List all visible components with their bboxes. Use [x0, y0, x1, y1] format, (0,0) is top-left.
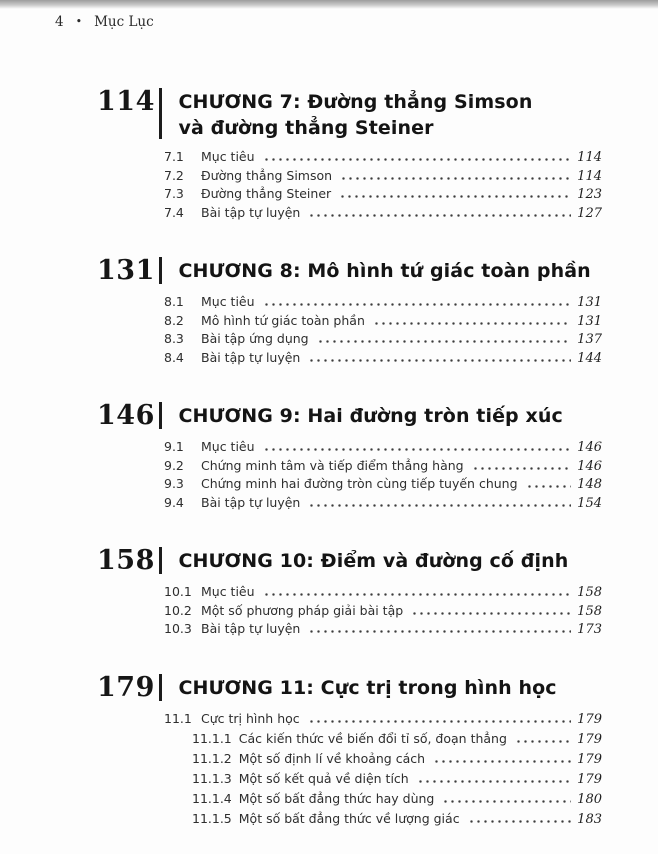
entry-page-number: 114: [577, 168, 602, 184]
dot-leader: [411, 610, 571, 615]
scan-edge-shadow: [0, 0, 658, 9]
entry-page-number: 173: [577, 622, 602, 637]
entry-title: Mục tiêu: [201, 439, 255, 454]
toc-entry: [164, 186, 602, 205]
entry-number: 9.2: [164, 457, 184, 473]
chapter-title-line: CHƯƠNG 10: Điểm và đường cố định: [178, 550, 569, 572]
chapter-heading: [97, 87, 658, 141]
top-spacer: [0, 30, 658, 87]
entry-number: 9.1: [164, 439, 184, 454]
toc-entry: [164, 731, 602, 751]
entry-page-number: 183: [577, 811, 602, 827]
entry-number: 8.3: [164, 331, 184, 346]
chapter-block: [0, 546, 658, 640]
chapter-entries: [164, 711, 602, 831]
entry-title: Một số bất đẳng thức về lượng giác: [238, 810, 460, 826]
entry-title: Bài tập tự luyện: [201, 494, 301, 510]
entry-title: Chứng minh hai đường tròn cùng tiếp tuyến chung: [201, 476, 518, 491]
chapter-block: [0, 401, 658, 513]
toc-entry: [164, 621, 602, 640]
entry-page-number: 179: [577, 731, 602, 747]
chapter-page-number: 114: [97, 86, 155, 117]
chapter-divider-bar: [159, 674, 162, 701]
chapter-divider-bar: [159, 88, 162, 139]
entry-page-number: 127: [577, 205, 602, 221]
entry-number: 11.1.3: [192, 770, 232, 786]
entry-title: Mục tiêu: [201, 584, 255, 599]
toc-entry: [164, 495, 602, 514]
dot-leader: [308, 212, 571, 217]
entry-number: 8.1: [164, 294, 184, 309]
chapter-entries: [164, 439, 602, 513]
dot-leader: [472, 465, 571, 470]
entry-page-number: 144: [577, 350, 602, 366]
page-header: [55, 14, 658, 30]
toc-entry: [164, 149, 602, 168]
chapter-heading: [97, 256, 658, 286]
chapter-title-line: CHƯƠNG 9: Hai đường tròn tiếp xúc: [178, 405, 563, 427]
entry-title: Cực trị hình học: [201, 710, 300, 726]
entry-number: 7.3: [164, 186, 184, 201]
entry-page-number: 131: [577, 295, 602, 310]
entry-title: Bài tập tự luyện: [201, 349, 301, 365]
chapter-entries: [164, 584, 602, 640]
chapter-block: [0, 256, 658, 368]
entry-page-number: 179: [577, 751, 602, 767]
toc-entry: [164, 439, 602, 458]
chapter-title: [179, 546, 569, 576]
chapter-heading: [97, 546, 658, 576]
toc-entry: [164, 313, 602, 332]
entry-number: 7.2: [164, 167, 184, 183]
entry-title: Một số định lí về khoảng cách: [238, 750, 426, 766]
toc-entry: [164, 350, 602, 369]
entry-page-number: 179: [577, 771, 602, 787]
entry-title: Một số phương pháp giải bài tập: [201, 602, 404, 618]
entry-title: Một số bất đẳng thức hay dùng: [238, 790, 435, 806]
dot-leader: [308, 718, 571, 723]
dot-leader: [417, 778, 571, 783]
entry-number: 11.1.1: [192, 730, 232, 746]
entry-number: 11.1: [164, 710, 192, 726]
entry-page-number: 148: [577, 477, 602, 492]
dot-leader: [308, 357, 571, 362]
chapter-title: [179, 401, 563, 431]
entry-title: Mô hình tứ giác toàn phần: [201, 312, 365, 328]
entry-page-number: 158: [577, 603, 602, 619]
entry-number: 10.3: [164, 621, 192, 636]
entry-page-number: 131: [577, 313, 602, 329]
dot-leader: [433, 758, 571, 763]
chapter-title: [179, 256, 591, 286]
chapter-title-line: CHƯƠNG 11: Cực trị trong hình học: [178, 676, 557, 699]
entry-number: 10.2: [164, 602, 192, 618]
entry-number: 11.1.2: [192, 750, 232, 766]
entry-page-number: 158: [577, 585, 602, 600]
entry-page-number: 180: [577, 791, 602, 807]
toc-entry: [164, 711, 602, 731]
entry-page-number: 123: [577, 187, 602, 202]
entry-title: Một số kết quả về diện tích: [238, 770, 409, 786]
chapter-divider-bar: [159, 402, 162, 429]
dot-leader: [373, 320, 571, 325]
entry-number: 8.4: [164, 349, 184, 365]
dot-leader: [263, 446, 571, 451]
entry-number: 10.1: [164, 584, 192, 599]
dot-leader: [468, 818, 571, 823]
dot-leader: [515, 738, 571, 743]
entry-page-number: 154: [577, 495, 602, 511]
entry-title: Các kiến thức về biến đổi tỉ số, đoạn thẳng: [238, 730, 507, 746]
entry-number: 8.2: [164, 312, 184, 328]
toc-entry: [164, 476, 602, 495]
entry-title: Chứng minh tâm và tiếp điểm thẳng hàng: [201, 457, 464, 473]
chapter-heading: [97, 673, 658, 703]
entry-page-number: 179: [577, 711, 602, 727]
entry-title: Mục tiêu: [201, 294, 255, 309]
entry-page-number: 114: [577, 150, 602, 165]
entry-page-number: 146: [577, 458, 602, 474]
header-title: Mục Lục: [94, 14, 154, 30]
dot-leader: [263, 301, 571, 306]
chapter-heading: [97, 401, 658, 431]
chapter-block: [0, 673, 658, 831]
dot-leader: [340, 175, 571, 180]
entry-page-number: 137: [577, 332, 602, 347]
dot-leader: [308, 628, 571, 633]
entry-number: 9.4: [164, 494, 184, 510]
toc-entry: [164, 458, 602, 477]
dot-leader: [317, 338, 571, 343]
dot-leader: [308, 502, 571, 507]
toc-entry: [164, 751, 602, 771]
chapter-page-number: 158: [97, 545, 155, 576]
dot-leader: [339, 193, 571, 198]
chapter-title: [179, 673, 557, 703]
chapter-title-line: CHƯƠNG 8: Mô hình tứ giác toàn phần: [178, 260, 591, 282]
chapter-title-line: CHƯƠNG 7: Đường thẳng Simson: [178, 91, 533, 113]
toc-entry: [164, 168, 602, 187]
entry-title: Đường thẳng Steiner: [201, 186, 332, 201]
chapter-entries: [164, 149, 602, 223]
toc-entry: [164, 205, 602, 224]
header-page-number: 4: [55, 14, 64, 30]
toc-entry: [164, 811, 602, 831]
chapter-page-number: 179: [97, 671, 155, 703]
entry-page-number: 146: [577, 440, 602, 455]
header-bullet-icon: •: [75, 15, 83, 28]
chapter-entries: [164, 294, 602, 368]
entry-number: 11.1.5: [192, 810, 232, 826]
entry-title: Đường thẳng Simson: [201, 167, 333, 183]
toc-entry: [164, 791, 602, 811]
toc-entry: [164, 584, 602, 603]
entry-title: Mục tiêu: [201, 149, 255, 164]
chapter-divider-bar: [159, 257, 162, 284]
dot-leader: [263, 156, 571, 161]
toc-entry: [164, 603, 602, 622]
toc-entry: [164, 294, 602, 313]
chapter-block: [0, 87, 658, 223]
toc-entry: [164, 771, 602, 791]
entry-title: Bài tập tự luyện: [201, 204, 301, 220]
entry-number: 7.4: [164, 204, 184, 220]
chapter-page-number: 146: [97, 400, 155, 431]
chapter-page-number: 131: [97, 255, 155, 286]
entry-number: 9.3: [164, 476, 184, 491]
dot-leader: [263, 591, 571, 596]
entry-title: Bài tập tự luyện: [201, 621, 301, 636]
dot-leader: [526, 483, 571, 488]
dot-leader: [442, 798, 571, 803]
toc: [0, 87, 658, 831]
chapter-divider-bar: [159, 547, 162, 574]
chapter-title-line: và đường thẳng Steiner: [178, 117, 434, 139]
toc-entry: [164, 331, 602, 350]
entry-title: Bài tập ứng dụng: [201, 331, 309, 346]
entry-number: 11.1.4: [192, 790, 232, 806]
entry-number: 7.1: [164, 149, 184, 164]
chapter-title: [179, 87, 533, 141]
